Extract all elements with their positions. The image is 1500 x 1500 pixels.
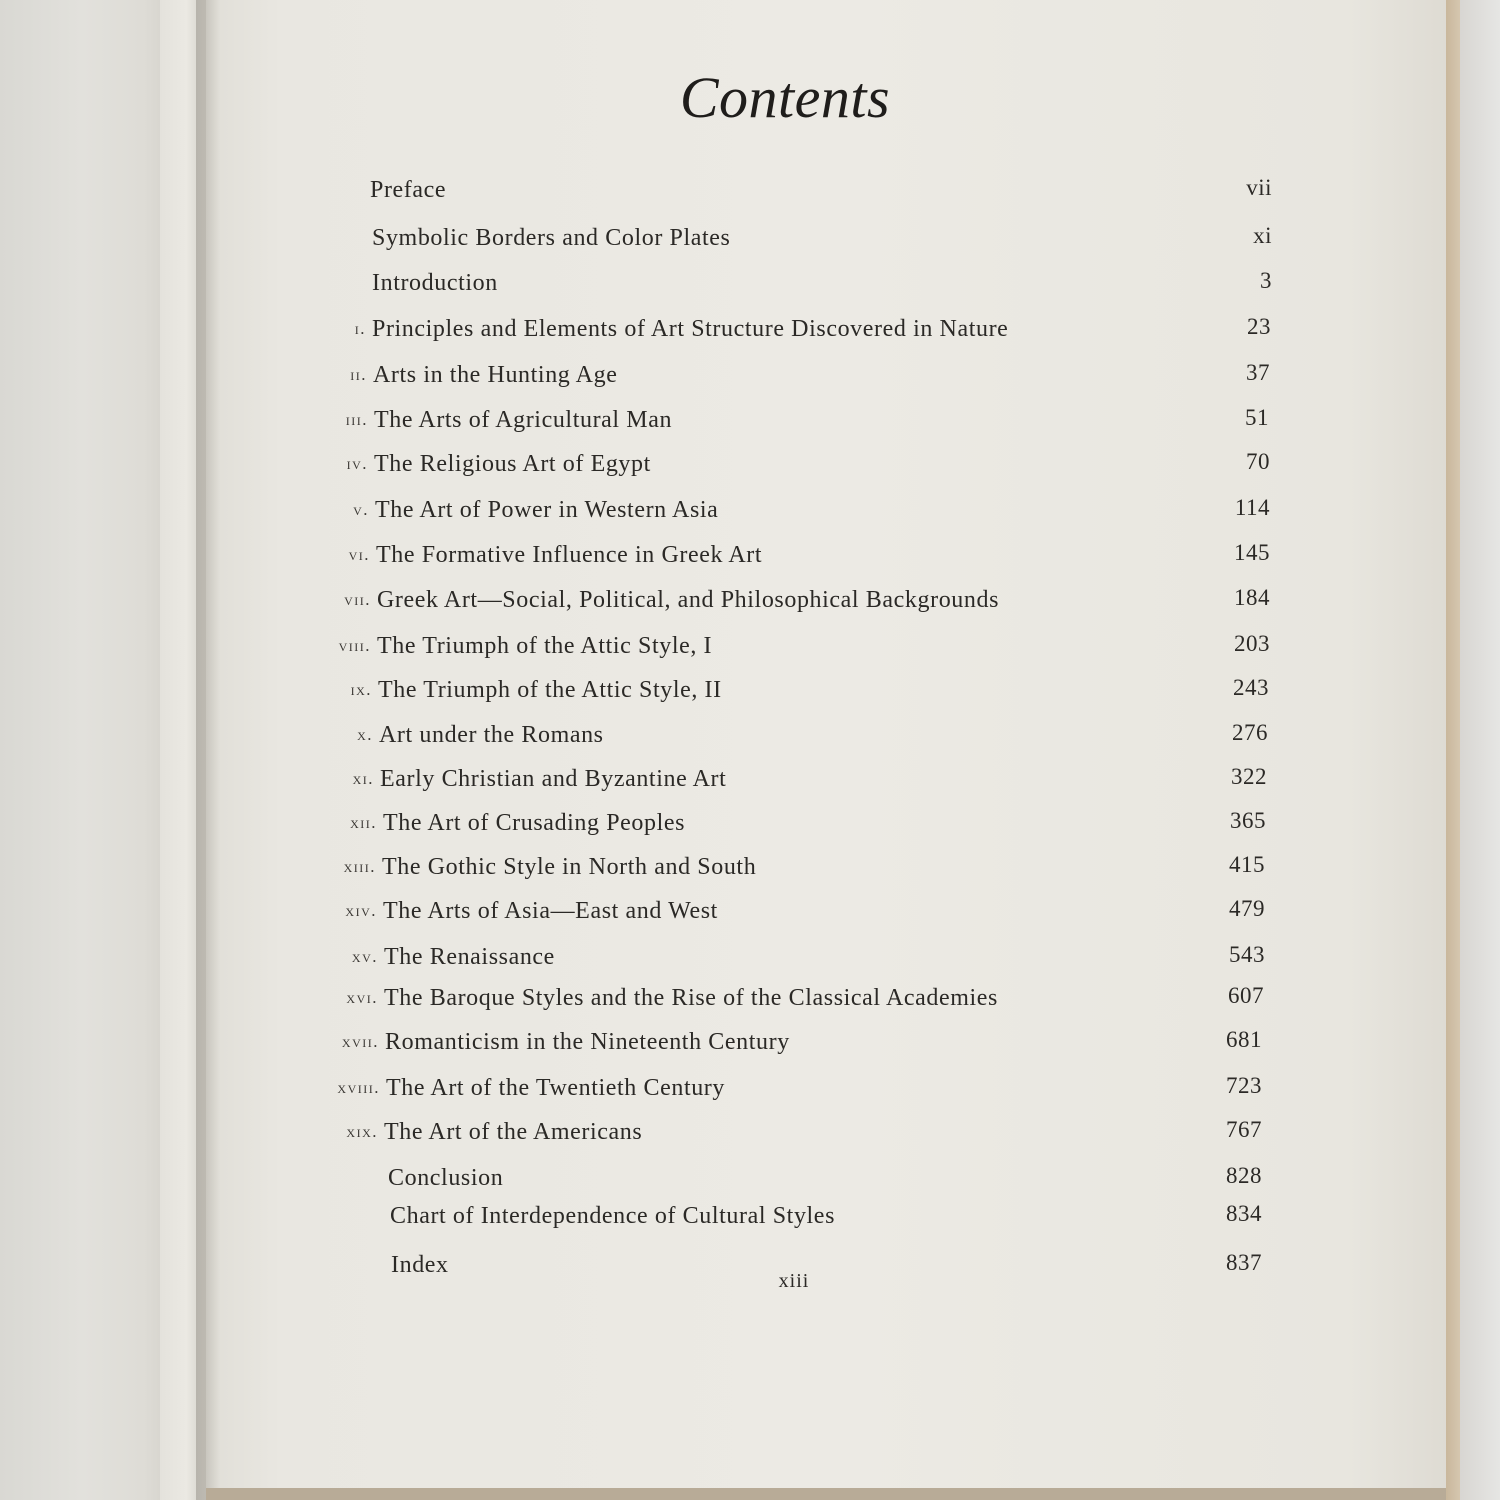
chapter-number: vi. <box>348 545 370 564</box>
chapter-number: vii. <box>344 590 371 609</box>
page-number: 723 <box>1226 1073 1262 1098</box>
chapter-number: xi. <box>352 769 374 788</box>
chapter-number: iii. <box>345 410 368 429</box>
page-number: 767 <box>1226 1117 1262 1142</box>
chapter-number: iv. <box>346 454 368 473</box>
chapter-number: xviii. <box>337 1078 380 1097</box>
chapter-number: xix. <box>346 1122 378 1141</box>
toc-entry <box>343 847 757 887</box>
chapter-title: Art under the Romans <box>379 722 604 748</box>
chapter-title: The Arts of Asia—East and West <box>383 898 718 924</box>
toc-entry <box>348 535 763 575</box>
chapter-title: Romanticism in the Nineteenth Century <box>385 1029 790 1055</box>
chapter-title: The Arts of Agricultural Man <box>374 407 673 433</box>
page-number: 479 <box>1229 896 1265 921</box>
chapter-title: The Baroque Styles and the Rise of the Classical Academies <box>384 985 998 1011</box>
chapter-number: x. <box>357 725 373 744</box>
chapter-title: Index <box>391 1252 449 1278</box>
page-number: 37 <box>1246 360 1270 385</box>
toc-entry <box>341 1022 790 1062</box>
page-number: 184 <box>1234 585 1270 610</box>
toc-entry <box>350 355 618 395</box>
toc-entry <box>357 715 604 755</box>
page-title: Contents <box>679 65 891 130</box>
toc-entry <box>390 1196 835 1236</box>
chapter-title: The Triumph of the Attic Style, I <box>377 633 713 659</box>
page-number: 828 <box>1226 1163 1262 1188</box>
toc-entry <box>346 978 998 1018</box>
toc-entry <box>346 444 651 484</box>
page-number: 681 <box>1226 1027 1262 1052</box>
chapter-title: The Gothic Style in North and South <box>382 854 757 880</box>
chapter-title: Early Christian and Byzantine Art <box>380 766 727 792</box>
chapter-title: The Art of the Twentieth Century <box>386 1075 726 1101</box>
chapter-number: v. <box>353 500 369 519</box>
chapter-number: ii. <box>350 365 367 384</box>
chapter-title: Symbolic Borders and Color Plates <box>372 225 731 251</box>
toc-entry <box>354 309 1009 349</box>
page-number: 203 <box>1234 631 1270 656</box>
toc-entry <box>353 490 719 530</box>
chapter-title: Conclusion <box>388 1165 504 1191</box>
chapter-number: xiii. <box>343 857 376 876</box>
chapter-number: xvi. <box>346 988 378 1007</box>
toc-entry <box>345 891 718 931</box>
chapter-title: The Art of Crusading Peoples <box>383 810 686 836</box>
toc-entry <box>350 670 722 710</box>
toc-entry <box>372 263 498 303</box>
chapter-title: Preface <box>370 177 447 203</box>
page-number: 23 <box>1247 314 1271 339</box>
chapter-number: xii. <box>350 813 377 832</box>
chapter-title: The Art of Power in Western Asia <box>375 497 719 523</box>
toc-entry <box>337 1068 726 1108</box>
toc-entry <box>372 218 730 258</box>
chapter-title: Arts in the Hunting Age <box>373 362 618 388</box>
page-number: xi <box>1253 223 1272 248</box>
page-number: 276 <box>1232 720 1268 745</box>
toc-entry <box>345 400 673 440</box>
chapter-title: The Triumph of the Attic Style, II <box>378 677 722 703</box>
toc-entry <box>370 170 446 210</box>
page-number: 415 <box>1229 852 1265 877</box>
chapter-number: viii. <box>338 636 371 655</box>
folio-number: xiii <box>778 1270 810 1292</box>
chapter-title: Chart of Interdependence of Cultural Styles <box>390 1203 836 1229</box>
toc-entry <box>351 937 555 977</box>
page-number: 543 <box>1229 942 1265 967</box>
page-number: 243 <box>1233 675 1269 700</box>
page-number: 834 <box>1226 1201 1262 1226</box>
page-number: 51 <box>1245 405 1269 430</box>
toc-entry <box>388 1158 503 1198</box>
chapter-number: xiv. <box>345 901 377 920</box>
chapter-number: xv. <box>351 947 378 966</box>
page-number: 114 <box>1234 495 1270 520</box>
page-number: vii <box>1246 175 1272 200</box>
chapter-number: i. <box>354 319 366 338</box>
chapter-number: xvii. <box>341 1032 379 1051</box>
page-number: 322 <box>1231 764 1267 789</box>
chapter-title: Principles and Elements of Art Structure Discovered in Nature <box>372 316 1009 342</box>
chapter-title: The Religious Art of Egypt <box>374 451 651 477</box>
page-number: 365 <box>1230 808 1266 833</box>
toc-entry <box>344 580 1000 620</box>
chapter-title: The Art of the Americans <box>384 1119 643 1145</box>
chapter-title: Greek Art—Social, Political, and Philosophical Backgrounds <box>377 587 1000 613</box>
chapter-title: The Formative Influence in Greek Art <box>376 542 763 568</box>
toc-entry <box>350 803 686 843</box>
chapter-title: The Renaissance <box>384 944 555 970</box>
page-number: 607 <box>1228 983 1264 1008</box>
page-number: 145 <box>1234 540 1270 565</box>
toc-entry <box>346 1112 643 1152</box>
page-number: 837 <box>1226 1250 1262 1275</box>
page-number: 70 <box>1246 449 1270 474</box>
page-number: 3 <box>1260 268 1272 293</box>
chapter-title: Introduction <box>372 270 498 296</box>
chapter-number: ix. <box>350 680 372 699</box>
toc-entry <box>352 759 727 799</box>
toc-entry <box>338 626 713 666</box>
